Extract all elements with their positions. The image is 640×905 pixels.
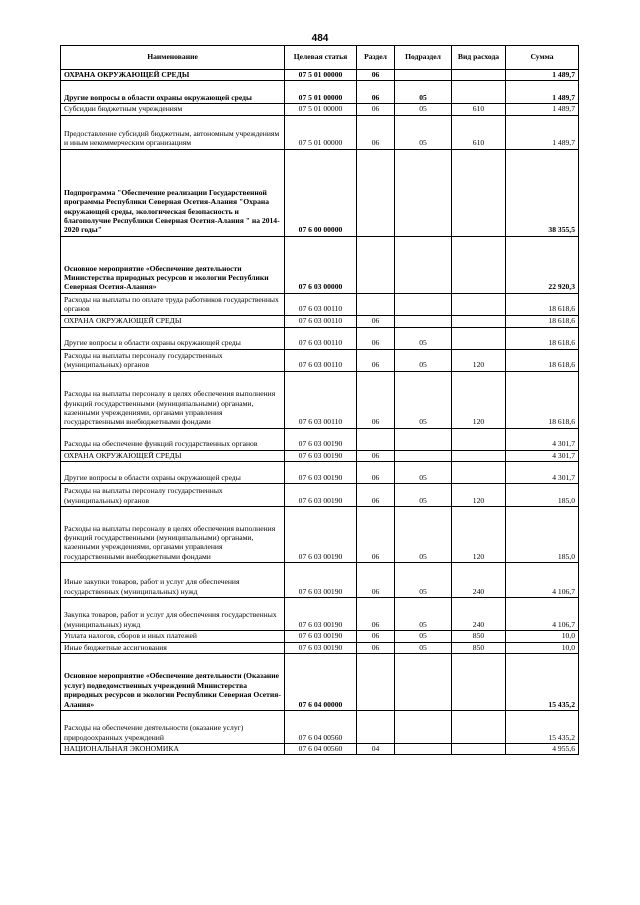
cell-sum: 185,0 — [506, 484, 579, 507]
cell-subsection: 05 — [395, 349, 452, 371]
col-header-name: Наименование — [61, 46, 285, 70]
cell-subsection: 05 — [395, 507, 452, 563]
cell-subsection — [395, 711, 452, 744]
cell-section: 06 — [357, 507, 395, 563]
cell-type — [452, 428, 506, 450]
cell-subsection — [395, 236, 452, 293]
cell-section — [357, 293, 395, 315]
cell-subsection: 05 — [395, 371, 452, 428]
cell-subsection: 05 — [395, 563, 452, 598]
cell-subsection: 05 — [395, 104, 452, 115]
table-row — [61, 462, 579, 484]
cell-sum: 1 489,7 — [506, 115, 579, 149]
cell-type — [452, 315, 506, 327]
col-header-target: Целевая статья — [285, 46, 357, 70]
table-row — [61, 744, 579, 755]
cell-name: Расходы на выплаты персоналу государственных (муниципальных) органов — [61, 484, 285, 507]
cell-section: 06 — [357, 371, 395, 428]
cell-section — [357, 711, 395, 744]
cell-type — [452, 81, 506, 104]
cell-type — [452, 293, 506, 315]
cell-type — [452, 70, 506, 81]
cell-sum: 10,0 — [506, 631, 579, 642]
cell-sum: 38 355,5 — [506, 149, 579, 236]
cell-sum: 18 618,6 — [506, 293, 579, 315]
cell-name: Другие вопросы в области охраны окружающей среды — [61, 327, 285, 349]
cell-subsection — [395, 315, 452, 327]
table-body — [61, 70, 579, 755]
cell-sum: 1 489,7 — [506, 104, 579, 115]
cell-sum: 15 435,2 — [506, 711, 579, 744]
cell-name: Подпрограмма "Обеспечение реализации Государственной программы Республики Северная Осетия-Алания "Охрана окружающей среды, экологическая безопасность и благополучие Республики Северная Осетия-Алания " на 2014-2020 годы" — [61, 149, 285, 236]
cell-section — [357, 428, 395, 450]
cell-target: 07 6 04 00560 — [285, 744, 357, 755]
cell-target: 07 6 03 00110 — [285, 315, 357, 327]
table-row — [61, 327, 579, 349]
cell-sum: 4 301,7 — [506, 450, 579, 461]
cell-name: НАЦИОНАЛЬНАЯ ЭКОНОМИКА — [61, 744, 285, 755]
cell-section: 06 — [357, 484, 395, 507]
cell-name: Субсидии бюджетным учреждениям — [61, 104, 285, 115]
cell-section: 06 — [357, 349, 395, 371]
cell-subsection — [395, 654, 452, 711]
cell-section: 06 — [357, 327, 395, 349]
cell-name: Основное мероприятие «Обеспечение деятельности Министерства природных ресурсов и экологии Республики Северная Осетия-Алания» — [61, 236, 285, 293]
cell-target: 07 5 01 00000 — [285, 115, 357, 149]
cell-target: 07 6 03 00190 — [285, 598, 357, 631]
table-row — [61, 642, 579, 653]
cell-sum: 18 618,6 — [506, 371, 579, 428]
cell-type — [452, 149, 506, 236]
cell-subsection: 05 — [395, 462, 452, 484]
table-row — [61, 81, 579, 104]
cell-name: Расходы на выплаты персоналу в целях обеспечения выполнения функций государственными (муниципальными) органами, казенными учреждениями, органами управления государственными внебюджетными фондами — [61, 507, 285, 563]
col-header-type: Вид расхода — [452, 46, 506, 70]
cell-section: 06 — [357, 70, 395, 81]
cell-subsection — [395, 149, 452, 236]
table-row — [61, 450, 579, 461]
cell-name: Предоставление субсидий бюджетным, автономным учреждениям и иным некоммерческим организациям — [61, 115, 285, 149]
table-row — [61, 371, 579, 428]
cell-subsection: 05 — [395, 484, 452, 507]
cell-type: 120 — [452, 484, 506, 507]
cell-target: 07 5 01 00000 — [285, 70, 357, 81]
table-row — [61, 507, 579, 563]
cell-subsection: 05 — [395, 327, 452, 349]
cell-name: Расходы на выплаты персоналу государственных (муниципальных) органов — [61, 349, 285, 371]
cell-subsection — [395, 70, 452, 81]
cell-sum: 18 618,6 — [506, 349, 579, 371]
cell-target: 07 6 03 00110 — [285, 349, 357, 371]
cell-subsection: 05 — [395, 81, 452, 104]
cell-section: 06 — [357, 598, 395, 631]
cell-section: 06 — [357, 631, 395, 642]
table-row — [61, 293, 579, 315]
cell-type: 610 — [452, 115, 506, 149]
cell-subsection — [395, 293, 452, 315]
cell-section: 06 — [357, 462, 395, 484]
table-row — [61, 236, 579, 293]
cell-section: 06 — [357, 642, 395, 653]
cell-subsection — [395, 744, 452, 755]
cell-section: 06 — [357, 81, 395, 104]
cell-target: 07 6 03 00190 — [285, 631, 357, 642]
cell-target: 07 6 04 00000 — [285, 654, 357, 711]
cell-sum: 4 301,7 — [506, 428, 579, 450]
cell-section: 06 — [357, 450, 395, 461]
cell-name: Иные закупки товаров, работ и услуг для обеспечения государственных (муниципальных) нужд — [61, 563, 285, 598]
cell-subsection: 05 — [395, 642, 452, 653]
cell-subsection: 05 — [395, 115, 452, 149]
cell-type: 120 — [452, 349, 506, 371]
table-row — [61, 654, 579, 711]
table-row — [61, 104, 579, 115]
cell-sum: 15 435,2 — [506, 654, 579, 711]
cell-sum: 4 955,6 — [506, 744, 579, 755]
cell-target: 07 6 03 00110 — [285, 293, 357, 315]
cell-type — [452, 327, 506, 349]
cell-target: 07 6 03 00110 — [285, 327, 357, 349]
cell-sum: 4 301,7 — [506, 462, 579, 484]
cell-target: 07 6 03 00190 — [285, 642, 357, 653]
cell-type: 240 — [452, 563, 506, 598]
cell-section: 06 — [357, 563, 395, 598]
table-row — [61, 428, 579, 450]
cell-sum: 4 106,7 — [506, 563, 579, 598]
cell-type: 120 — [452, 507, 506, 563]
cell-name: Расходы на выплаты персоналу в целях обеспечения выполнения функций государственными (муниципальными) органами, казенными учреждениями, органами управления государственными внебюджетными фондами — [61, 371, 285, 428]
cell-section — [357, 149, 395, 236]
cell-type: 240 — [452, 598, 506, 631]
cell-name: Другие вопросы в области охраны окружающей среды — [61, 462, 285, 484]
table-row — [61, 315, 579, 327]
cell-target: 07 5 01 00000 — [285, 81, 357, 104]
cell-sum: 185,0 — [506, 507, 579, 563]
cell-type — [452, 450, 506, 461]
col-header-section: Раздел — [357, 46, 395, 70]
cell-section: 04 — [357, 744, 395, 755]
col-header-sum: Сумма — [506, 46, 579, 70]
table-row — [61, 563, 579, 598]
cell-type: 610 — [452, 104, 506, 115]
cell-name: ОХРАНА ОКРУЖАЮЩЕЙ СРЕДЫ — [61, 315, 285, 327]
budget-table — [60, 45, 579, 755]
table-row — [61, 349, 579, 371]
cell-target: 07 6 03 00190 — [285, 428, 357, 450]
cell-sum: 22 920,3 — [506, 236, 579, 293]
cell-target: 07 6 03 00190 — [285, 563, 357, 598]
page-number: 484 — [311, 33, 329, 44]
cell-type — [452, 236, 506, 293]
cell-section — [357, 236, 395, 293]
cell-target: 07 6 03 00190 — [285, 450, 357, 461]
cell-subsection: 05 — [395, 598, 452, 631]
table-row — [61, 149, 579, 236]
cell-section: 06 — [357, 315, 395, 327]
cell-name: Другие вопросы в области охраны окружающей среды — [61, 81, 285, 104]
cell-type: 120 — [452, 371, 506, 428]
cell-name: Расходы на обеспечение деятельности (оказание услуг) природоохранных учреждений — [61, 711, 285, 744]
cell-target: 07 6 03 00190 — [285, 484, 357, 507]
cell-name: ОХРАНА ОКРУЖАЮЩЕЙ СРЕДЫ — [61, 450, 285, 461]
cell-target: 07 6 04 00560 — [285, 711, 357, 744]
cell-sum: 4 106,7 — [506, 598, 579, 631]
cell-type — [452, 654, 506, 711]
cell-sum: 18 618,6 — [506, 315, 579, 327]
cell-section: 06 — [357, 104, 395, 115]
cell-section — [357, 654, 395, 711]
cell-name: Основное мероприятие «Обеспечение деятельности (Оказание услуг) подведомственных учреждений Министерства природных ресурсов и экологии Республики Северная Осетия-Алания» — [61, 654, 285, 711]
cell-type — [452, 462, 506, 484]
table-header-row — [61, 46, 579, 70]
cell-subsection: 05 — [395, 631, 452, 642]
cell-type: 850 — [452, 642, 506, 653]
table-row — [61, 598, 579, 631]
table-row — [61, 484, 579, 507]
cell-name: Расходы на обеспечение функций государственных органов — [61, 428, 285, 450]
cell-sum: 18 618,6 — [506, 327, 579, 349]
cell-type — [452, 711, 506, 744]
cell-target: 07 6 03 00190 — [285, 507, 357, 563]
cell-name: Расходы на выплаты по оплате труда работников государственных органов — [61, 293, 285, 315]
cell-target: 07 6 03 00000 — [285, 236, 357, 293]
cell-target: 07 5 01 00000 — [285, 104, 357, 115]
cell-section: 06 — [357, 115, 395, 149]
cell-target: 07 6 03 00110 — [285, 371, 357, 428]
table-row — [61, 70, 579, 81]
cell-sum: 1 489,7 — [506, 70, 579, 81]
table-row — [61, 115, 579, 149]
col-header-subsection: Подраздел — [395, 46, 452, 70]
table-row — [61, 631, 579, 642]
cell-name: Уплата налогов, сборов и иных платежей — [61, 631, 285, 642]
cell-subsection — [395, 428, 452, 450]
cell-type: 850 — [452, 631, 506, 642]
table-row — [61, 711, 579, 744]
cell-type — [452, 744, 506, 755]
cell-name: Закупка товаров, работ и услуг для обеспечения государственных (муниципальных) нужд — [61, 598, 285, 631]
cell-name: ОХРАНА ОКРУЖАЮЩЕЙ СРЕДЫ — [61, 70, 285, 81]
cell-target: 07 6 00 00000 — [285, 149, 357, 236]
cell-name: Иные бюджетные ассигнования — [61, 642, 285, 653]
cell-sum: 1 489,7 — [506, 81, 579, 104]
cell-sum: 10,0 — [506, 642, 579, 653]
cell-subsection — [395, 450, 452, 461]
cell-target: 07 6 03 00190 — [285, 462, 357, 484]
